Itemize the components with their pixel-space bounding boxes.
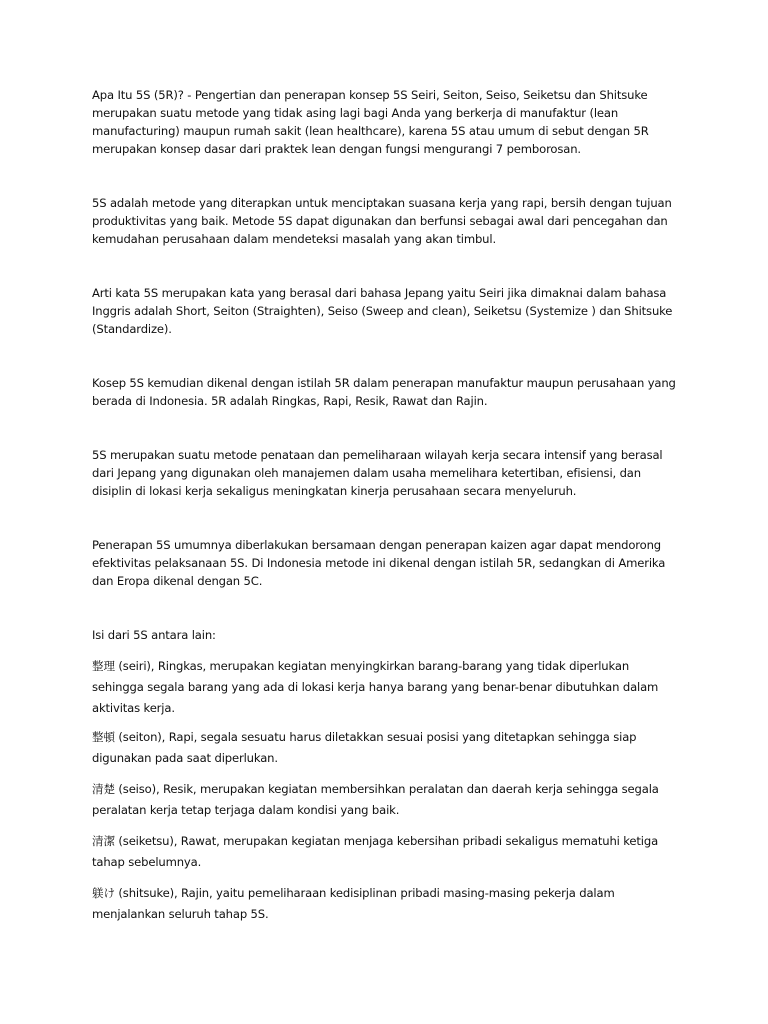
item-kanji: 清楚 bbox=[92, 782, 115, 796]
paragraph-application: Penerapan 5S umumnya diberlakukan bersamaan dengan penerapan kaizen agar dapat mendorong efektivitas pelaksanaan 5S. Di Indonesia metode ini dikenal dengan istilah 5R, sedangkan di Amerika dan Eropa dikenal dengan 5C. bbox=[92, 538, 666, 588]
item-text: (seiso), Resik, merupakan kegiatan membersihkan peralatan dan daerah kerja sehingga segala peralatan kerja tetap terjaga dalam kondisi yang baik. bbox=[92, 782, 659, 817]
item-text: (seiton), Rapi, segala sesuatu harus diletakkan sesuai posisi yang ditetapkan sehingga siap digunakan pada saat diperlukan. bbox=[92, 730, 637, 765]
list-item-seiton bbox=[92, 727, 680, 769]
item-kanji: 整頓 bbox=[92, 730, 115, 744]
list-item-shitsuke bbox=[92, 883, 680, 925]
list-item-seiri bbox=[92, 656, 680, 719]
item-kanji: 清潔 bbox=[92, 834, 115, 848]
item-kanji: 整理 bbox=[92, 659, 115, 673]
paragraph-meaning: Arti kata 5S merupakan kata yang berasal dari bahasa Jepang yaitu Seiri jika dimaknai dalam bahasa Inggris adalah Short, Seiton (Straighten), Seiso (Sweep and clean), Seiketsu (Systemize ) dan Shitsuke (Standardize). bbox=[92, 286, 673, 336]
item-text: (seiketsu), Rawat, merupakan kegiatan menjaga kebersihan pribadi sekaligus mematuhi ketiga tahap sebelumnya. bbox=[92, 834, 659, 869]
paragraph-definition: 5S adalah metode yang diterapkan untuk menciptakan suasana kerja yang rapi, bersih dengan tujuan produktivitas yang baik. Metode 5S dapat digunakan dan berfunsi sebagai awal dari pencegahan dan kemudahan perusahaan dalam mendeteksi masalah yang akan timbul. bbox=[92, 196, 672, 246]
item-text: (seiri), Ringkas, merupakan kegiatan menyingkirkan barang-barang yang tidak diperlukan sehingga segala barang yang ada di lokasi kerja hanya barang yang benar-benar dibutuhkan dalam aktivitas kerja. bbox=[92, 659, 659, 715]
item-kanji: 躾け bbox=[92, 886, 115, 900]
list-intro: Isi dari 5S antara lain: bbox=[92, 628, 216, 642]
paragraph-5r-concept: Kosep 5S kemudian dikenal dengan istilah 5R dalam penerapan manufaktur maupun perusahaan yang berada di Indonesia. 5R adalah Ringkas, Rapi, Resik, Rawat dan Rajin. bbox=[92, 376, 676, 408]
list-item-seiketsu bbox=[92, 831, 680, 873]
paragraph-method: 5S merupakan suatu metode penataan dan pemeliharaan wilayah kerja secara intensif yang berasal dari Jepang yang digunakan oleh manajemen dalam usaha memelihara ketertiban, efisiensi, dan disiplin di lokasi kerja sekaligus meningkatan kinerja perusahaan secara menyeluruh. bbox=[92, 448, 663, 498]
item-text: (shitsuke), Rajin, yaitu pemeliharaan kedisiplinan pribadi masing-masing pekerja dalam menjalankan seluruh tahap 5S. bbox=[92, 886, 615, 921]
list-item-seiso bbox=[92, 779, 680, 821]
paragraph-intro: Apa Itu 5S (5R)? - Pengertian dan penerapan konsep 5S Seiri, Seiton, Seiso, Seiketsu dan Shitsuke merupakan suatu metode yang tidak asing lagi bagi Anda yang berkerja di manufaktur (lean manufacturing) maupun rumah sakit (lean healthcare), karena 5S atau umum di sebut dengan 5R merupakan konsep dasar dari praktek lean dengan fungsi mengurangi 7 pemborosan. bbox=[92, 88, 649, 156]
